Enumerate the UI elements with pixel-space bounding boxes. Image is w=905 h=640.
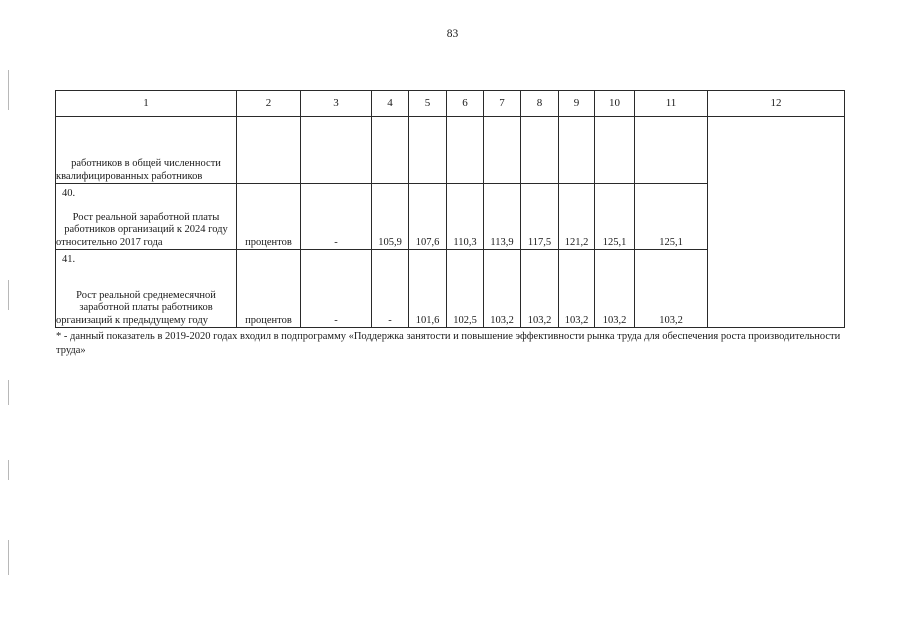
value-cell: 113,9: [484, 184, 521, 250]
value-cell: 117,5: [521, 184, 559, 250]
row-number: 41.: [62, 254, 76, 265]
indicator-text: Рост реальной заработной платы работников организаций к 2024 году относительно 2017 года: [56, 211, 228, 248]
indicator-cell: [56, 250, 237, 328]
value-cell: [595, 117, 635, 184]
value-cell: 107,6: [409, 184, 447, 250]
column-header: 10: [595, 91, 635, 117]
value-cell: 103,2: [559, 250, 595, 328]
column-header: 1: [56, 91, 237, 117]
value-cell: [301, 117, 372, 184]
unit-cell: [237, 117, 301, 184]
indicators-table: [55, 90, 845, 328]
scan-margin-mark: [8, 70, 9, 110]
value-cell: [372, 117, 409, 184]
scan-margin-mark: [8, 460, 9, 480]
indicator-text: Рост реальной среднемесячной заработной платы работников организаций к предыдущему году: [56, 289, 216, 326]
value-cell: 121,2: [559, 184, 595, 250]
value-cell: 102,5: [447, 250, 484, 328]
column-header: 2: [237, 91, 301, 117]
column-header: 12: [708, 91, 845, 117]
indicator-text: работников в общей численности квалифицированных работников: [56, 158, 221, 182]
table-header-row: [56, 91, 845, 117]
page-number: 83: [446, 28, 459, 40]
column-header: 9: [559, 91, 595, 117]
scan-margin-mark: [8, 380, 9, 405]
value-cell: [409, 117, 447, 184]
value-cell: [521, 117, 559, 184]
unit-cell: процентов: [237, 250, 301, 328]
unit-cell: процентов: [237, 184, 301, 250]
column-header: 3: [301, 91, 372, 117]
value-cell: [635, 117, 708, 184]
scan-margin-mark: [8, 540, 9, 575]
value-cell: 103,2: [595, 250, 635, 328]
value-cell: [484, 117, 521, 184]
column-12-cell: [708, 117, 845, 328]
footnote: * - данный показатель в 2019-2020 годах входил в подпрограмму «Поддержка занятости и повышение эффективности рынка труда для обеспечения роста производительности труда»: [56, 331, 841, 356]
column-header: 7: [484, 91, 521, 117]
value-cell: 103,2: [484, 250, 521, 328]
scan-margin-mark: [8, 280, 9, 310]
value-cell: 103,2: [635, 250, 708, 328]
value-cell: [447, 117, 484, 184]
indicator-cell: [56, 184, 237, 250]
value-cell: 125,1: [595, 184, 635, 250]
column-header: 11: [635, 91, 708, 117]
value-cell: 110,3: [447, 184, 484, 250]
column-header: 4: [372, 91, 409, 117]
value-cell: -: [372, 250, 409, 328]
value-cell: 103,2: [521, 250, 559, 328]
column-header: 6: [447, 91, 484, 117]
row-number: 40.: [62, 188, 76, 199]
indicator-cell: [56, 117, 237, 184]
value-cell: -: [301, 184, 372, 250]
value-cell: 125,1: [635, 184, 708, 250]
value-cell: 105,9: [372, 184, 409, 250]
value-cell: -: [301, 250, 372, 328]
value-cell: [559, 117, 595, 184]
column-header: 8: [521, 91, 559, 117]
column-header: 5: [409, 91, 447, 117]
table-row: [56, 117, 845, 184]
value-cell: 101,6: [409, 250, 447, 328]
